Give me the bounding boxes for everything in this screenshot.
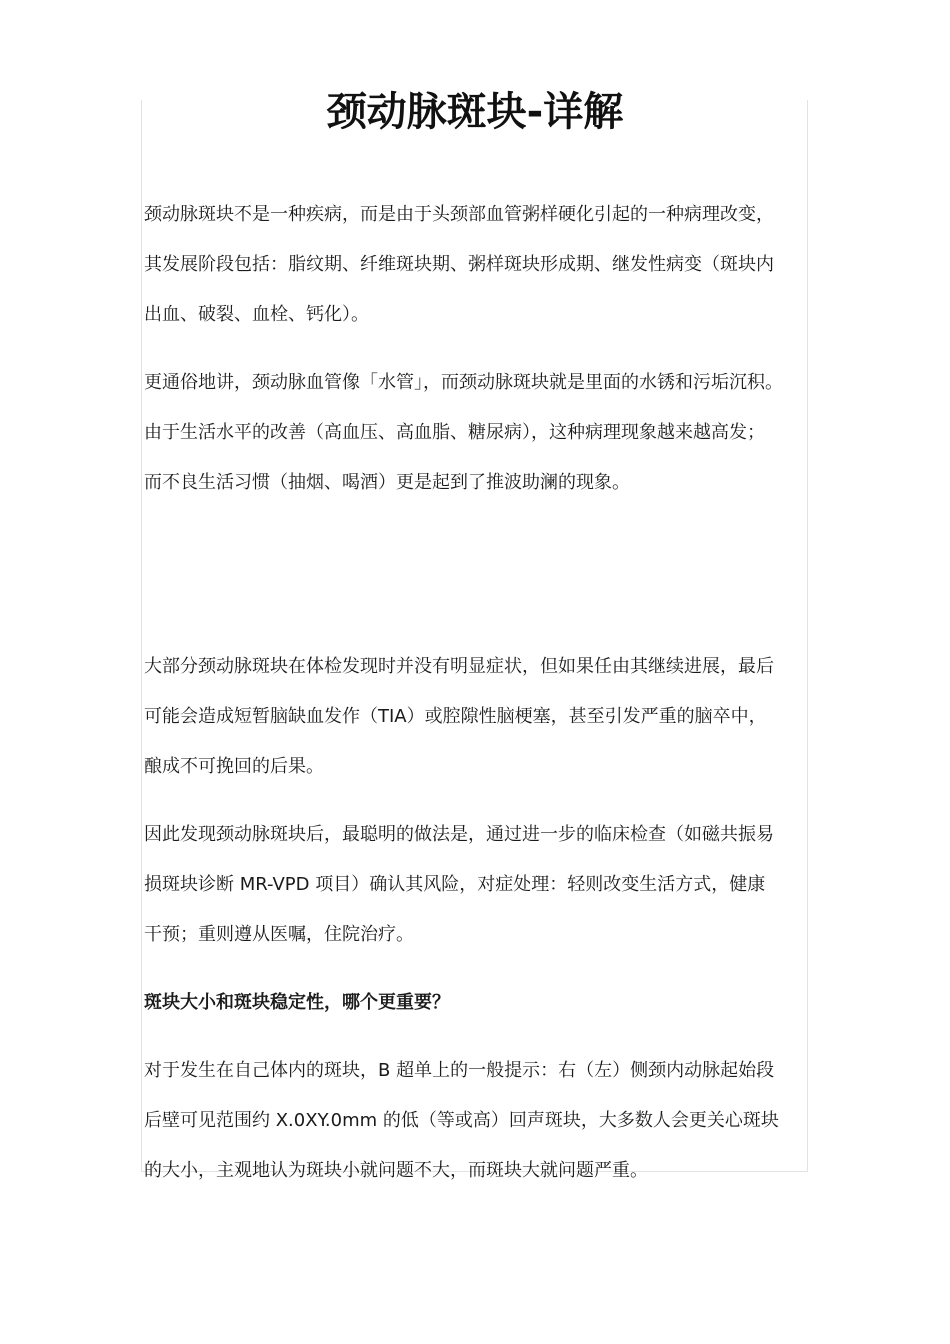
text-line: 酿成不可挽回的后果。 xyxy=(144,756,324,777)
text-line: 对于发生在自己体内的斑块，B 超单上的一般提示：右（左）侧颈内动脉起始段 xyxy=(144,1060,775,1081)
text-line: 可能会造成短暂脑缺血发作（TIA）或腔隙性脑梗塞，甚至引发严重的脑卒中， xyxy=(144,706,767,727)
paragraph-definition xyxy=(144,190,812,340)
text-line: 大部分颈动脉斑块在体检发现时并没有明显症状，但如果任由其继续进展，最后 xyxy=(144,656,774,677)
text-line: 颈动脉斑块不是一种疾病，而是由于头颈部血管粥样硬化引起的一种病理改变， xyxy=(144,204,774,225)
paragraph-analogy xyxy=(144,358,812,508)
text-line: 因此发现颈动脉斑块后，最聪明的做法是，通过进一步的临床检查（如磁共振易 xyxy=(144,824,774,845)
text-line: 的大小，主观地认为斑块小就问题不大，而斑块大就问题严重。 xyxy=(144,1160,648,1181)
paragraph-size xyxy=(144,1046,812,1196)
document-title: 颈动脉斑块-详解 xyxy=(326,89,624,135)
text-line: 出血、破裂、血栓、钙化）。 xyxy=(144,304,369,325)
text-line: 由于生活水平的改善（高血压、高血脂、糖尿病），这种病理现象越来越高发； xyxy=(144,422,765,443)
text-line: 损斑块诊断 MR-VPD 项目）确认其风险，对症处理：轻则改变生活方式，健康 xyxy=(144,874,766,895)
text-line: 更通俗地讲，颈动脉血管像「水管」，而颈动脉斑块就是里面的水锈和污垢沉积。 xyxy=(144,372,783,393)
text-line: 而不良生活习惯（抽烟、喝酒）更是起到了推波助澜的现象。 xyxy=(144,472,630,493)
document-body xyxy=(144,190,812,1196)
section-heading: 斑块大小和斑块稳定性，哪个更重要？ xyxy=(144,992,450,1013)
text-line: 干预；重则遵从医嘱，住院治疗。 xyxy=(144,924,414,945)
paragraph-advice xyxy=(144,810,812,960)
paragraph-risk xyxy=(144,642,812,792)
text-line: 其发展阶段包括：脂纹期、纤维斑块期、粥样斑块形成期、继发性病变（斑块内 xyxy=(144,254,774,275)
text-line: 后壁可见范围约 X.0XY.0mm 的低（等或高）回声斑块，大多数人会更关心斑块 xyxy=(144,1110,779,1131)
